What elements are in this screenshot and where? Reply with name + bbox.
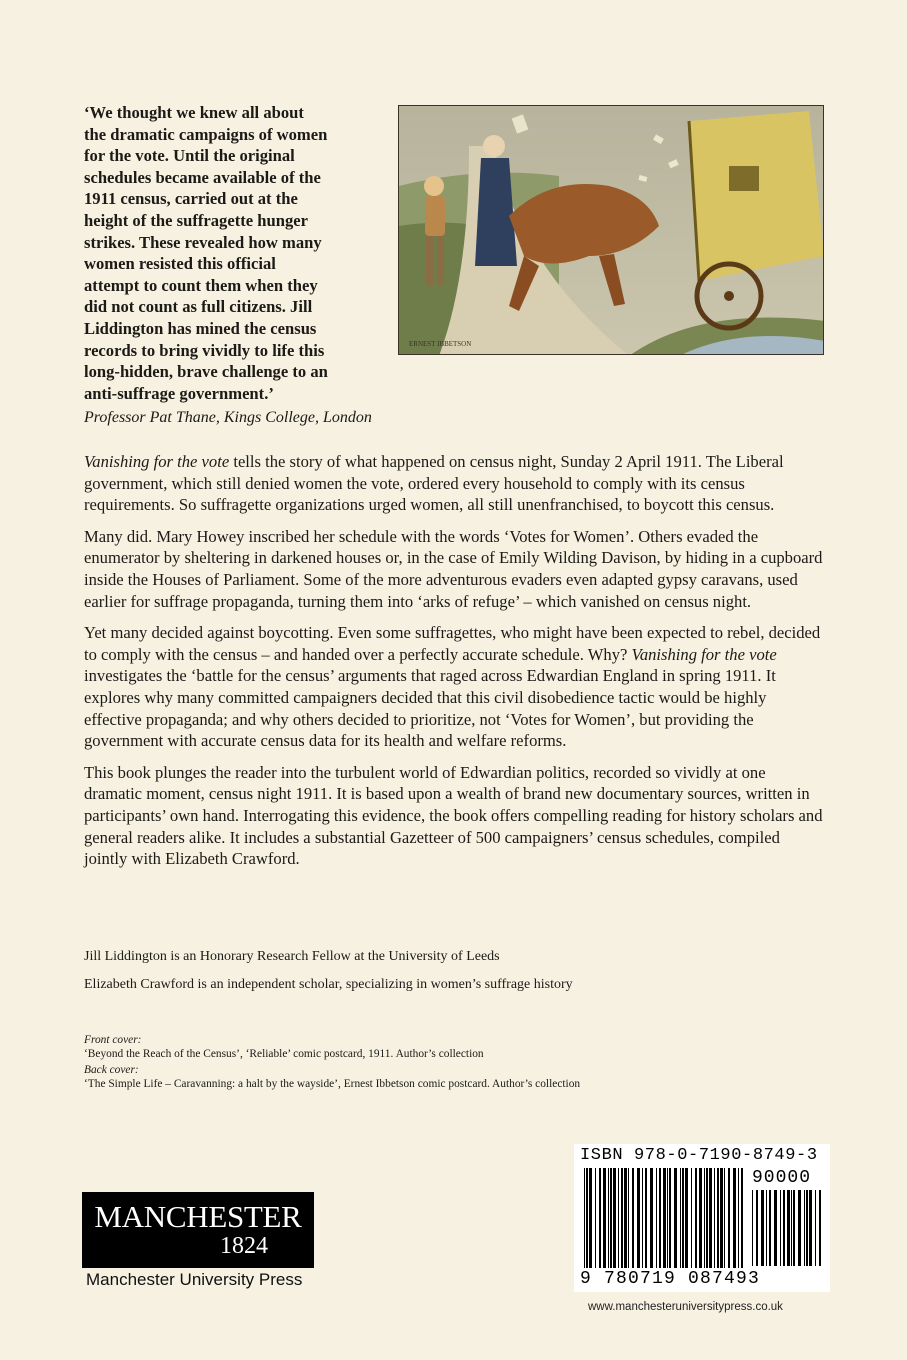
description-paragraph-2: Many did. Mary Howey inscribed her schedule with the words ‘Votes for Women’. Others evaded the enumerator by sheltering in darkened houses or, in the case of Emily Wilding Davison, by hiding in a cupboard inside the Houses of Parliament. Some of the more adventurous evaders even adapted gypsy caravans, used earlier for suffrage propaganda, turning them into ‘arks of refuge’ – which vanished on census night. [84,526,823,611]
barcode-bar [720,1168,723,1268]
boy-body [425,196,445,236]
front-cover-credit: ‘Beyond the Reach of the Census’, ‘Reliable’ comic postcard, 1911. Author’s collection [84,1048,484,1060]
caravan [689,111,824,281]
barcode-bar [769,1190,771,1266]
barcode-bar [815,1190,816,1266]
barcode-bar [780,1190,781,1266]
barcode-bar [791,1190,792,1266]
isbn-text: ISBN 978-0-7190-8749-3 [580,1146,818,1165]
barcode-bar [685,1168,688,1268]
quote-line: 1911 census, carried out at the [84,189,298,209]
barcode-bar [610,1168,612,1268]
barcode-bar [674,1168,677,1268]
barcode-bar [717,1168,719,1268]
barcode-bar [632,1168,634,1268]
barcode-bar [766,1190,767,1266]
barcode-bar [724,1168,725,1268]
description-paragraph-4: This book plunges the reader into the turbulent world of Edwardian politics, recorded so vividly at one dramatic moment, census night 1911. It is based upon a wealth of brand new documentary sources, written in participants’ own hand. Interrogating this evidence, the book offers compelling reading for history scholars and general readers alike. It includes a substantial Gazetteer of 500 campaigners’ census schedules, compiled jointly with Elizabeth Crawford. [84,762,823,869]
barcode-bar [628,1168,629,1268]
barcode-bar [586,1168,588,1268]
quote-line: records to bring vividly to life this [84,340,325,360]
barcode-bar [669,1168,671,1268]
barcode-bar [637,1168,640,1268]
barcode-bar [603,1168,606,1268]
man-head [483,135,505,157]
book-description [84,451,824,880]
quote-line: did not count as full citizens. Jill [84,297,313,317]
description-paragraph-3: Yet many decided against boycotting. Even some suffragettes, who might have been expected to rebel, decided to comply with the census – and handed over a perfectly accurate schedule. Why? Vanishing for the vote investigates the ‘battle for the census’ arguments that raged across Edwardian England in spring 1911. It explores why many committed campaigners decided that this civil disobedience tactic would be highly effective propaganda; and why others decided to prioritize, not ‘Votes for Women’, but providing the government with accurate census data for its health and welfare reforms. [84,623,821,751]
cover-credits [84,1033,824,1093]
barcode-bar [793,1190,795,1266]
barcode-bar [659,1168,661,1268]
book-title: Vanishing for the vote [84,452,230,471]
barcode-bar [728,1168,730,1268]
barcode-bar [613,1168,616,1268]
quote-line: for the vote. Until the original [84,146,295,166]
author-bios [84,948,824,1004]
bio-liddington: Jill Liddington is an Honorary Research Fellow at the University of Leeds [84,949,500,964]
barcode-bar [682,1168,684,1268]
quote-line: schedules became available of the [84,167,321,187]
endorsement-quote [84,102,384,404]
barcode-bar [656,1168,657,1268]
quote-line: ‘We thought we knew all about [84,103,304,122]
barcode-bar [733,1168,736,1268]
barcode-bar [608,1168,609,1268]
quote-line: anti-suffrage government.’ [84,383,274,403]
barcode-bar [595,1168,596,1268]
quote-line: the dramatic campaigns of women [84,124,328,144]
barcode-bar [589,1168,592,1268]
price-barcode-bars [752,1190,824,1266]
barcode-bar [699,1168,702,1268]
back-cover-credit: ‘The Simple Life – Caravanning: a halt by the wayside’, Ernest Ibbetson comic postcard. Author’s collection [84,1078,581,1090]
barcode-bar [787,1190,790,1266]
barcode-bar [650,1168,653,1268]
barcode-bar [621,1168,623,1268]
barcode-bar [714,1168,715,1268]
ean-digits: 9 780719 087493 [580,1269,761,1289]
quote-line: women resisted this official [84,254,276,274]
isbn-barcode [574,1144,830,1292]
barcode-bar [761,1190,764,1266]
barcode-bar [642,1168,643,1268]
barcode-bar [783,1190,785,1266]
quote-line: attempt to count them when they [84,275,318,295]
barcode-bar [667,1168,668,1268]
logo-name: MANCHESTER [94,1199,302,1234]
back-cover-label: Back cover: [84,1064,139,1076]
barcode-bar [756,1190,758,1266]
caravan-postcard-illustration [398,105,824,355]
quote-line: strikes. These revealed how many [84,232,322,252]
barcode-bar [618,1168,619,1268]
barcode-bar [752,1190,753,1266]
quote-line: Liddington has mined the census [84,318,317,338]
barcode-bar [584,1168,585,1268]
front-cover-label: Front cover: [84,1034,142,1046]
postcard-drawing [399,106,824,355]
barcode-bar [663,1168,666,1268]
barcode-bar [645,1168,647,1268]
barcode-bar [738,1168,739,1268]
barcode-bar [819,1190,821,1266]
barcode-bar [624,1168,627,1268]
barcode-bar [599,1168,601,1268]
barcode-bar [774,1190,777,1266]
barcode-bar [809,1190,812,1266]
barcode-bar [695,1168,697,1268]
bio-crawford: Elizabeth Crawford is an independent scholar, specializing in women’s suffrage history [84,977,573,992]
barcode-bar [691,1168,692,1268]
description-paragraph-1: Vanishing for the vote tells the story of what happened on census night, Sunday 2 April 1911. The Liberal government, which still denied women the vote, ordered every household to comply with its census requirements. So suffragette organizations urged women, all still unenfranchised, to boycott this census. [84,452,784,515]
boy-head [424,176,444,196]
quote-attribution: Professor Pat Thane, Kings College, London [84,409,372,426]
quote-line: height of the suffragette hunger [84,210,308,230]
barcode-bar [804,1190,805,1266]
barcode-bars [584,1168,748,1268]
barcode-bar [798,1190,801,1266]
price-code: 90000 [752,1168,812,1188]
barcode-bar [709,1168,712,1268]
barcode-bar [680,1168,681,1268]
publisher-name: Manchester University Press [86,1270,303,1289]
barcode-bar [806,1190,808,1266]
publisher-logo [82,1192,314,1268]
publisher-website: www.manchesteruniversitypress.co.uk [588,1301,783,1313]
artist-signature: ERNEST IBBETSON [409,340,472,348]
quote-line: long-hidden, brave challenge to an [84,362,328,382]
logo-year: 1824 [220,1233,268,1259]
barcode-bar [704,1168,705,1268]
barcode-bar [741,1168,743,1268]
barcode-bar [706,1168,708,1268]
book-title: Vanishing for the vote [631,644,777,664]
